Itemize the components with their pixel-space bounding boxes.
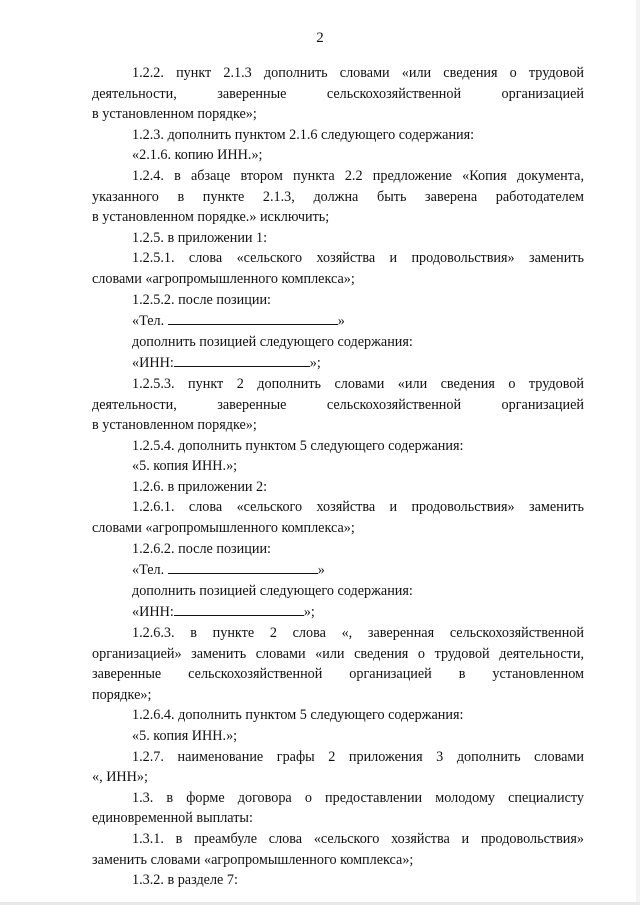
document-body	[92, 63, 584, 891]
text-line: 1.2.5.4. дополнить пунктом 5 следующего содержания:	[132, 437, 464, 454]
text-fragment: «Тел.	[132, 562, 165, 579]
text-line: 1.2.3. дополнить пунктом 2.1.6 следующего содержания:	[132, 126, 475, 143]
text-line: «5. копия ИНН.»;	[132, 728, 238, 744]
text-line: 1.2.6.2. после позиции:	[132, 540, 271, 557]
text-line-with-blank	[92, 601, 584, 623]
text-line: 1.2.7. наименование графы 2 приложения 3 дополнить словами	[132, 748, 584, 765]
text-line: 1.2.5.1. слова «сельского хозяйства и продовольствия» заменить	[132, 250, 584, 267]
text-line: заменить словами «агропромышленного комплекса»;	[92, 851, 414, 868]
text-line: «2.1.6. копию ИНН.»;	[132, 147, 263, 164]
text-line: единовременной выплаты:	[92, 810, 253, 827]
text-line: в установленном порядке»;	[92, 106, 257, 123]
text-line: 1.2.4. в абзаце втором пункта 2.2 предложение «Копия документа,	[132, 167, 584, 184]
text-line: в установленном порядке»;	[92, 417, 257, 434]
blank-line	[174, 352, 310, 367]
text-line: в установленном порядке.» исключить;	[92, 209, 330, 226]
blank-line	[168, 559, 318, 574]
text-fragment: «ИНН:	[132, 604, 174, 621]
text-fragment: »	[337, 313, 345, 330]
text-line: 1.2.5.3. пункт 2 дополнить словами «или сведения о трудовой	[132, 375, 584, 392]
text-line: организацией» заменить словами «или сведения о трудовой деятельности,	[92, 645, 584, 662]
text-line: порядке»;	[92, 686, 152, 703]
text-line: 1.2.2. пункт 2.1.3 дополнить словами «или сведения о трудовой	[132, 65, 584, 81]
text-line: деятельности, заверенные сельскохозяйственной организацией	[92, 396, 584, 413]
text-line-with-blank	[92, 559, 584, 581]
text-line: дополнить позицией следующего содержания:	[132, 333, 413, 350]
text-line: 1.2.6. в приложении 2:	[132, 478, 268, 495]
page-number: 2	[316, 30, 324, 46]
text-line: «, ИНН»;	[92, 769, 148, 786]
text-line-with-blank	[92, 310, 584, 332]
text-line: дополнить позицией следующего содержания:	[132, 582, 413, 599]
text-fragment: »;	[303, 604, 315, 621]
text-line: деятельности, заверенные сельскохозяйственной организацией	[92, 85, 584, 102]
text-line: 1.3.2. в разделе 7:	[132, 872, 238, 889]
text-line-with-blank	[92, 352, 584, 374]
text-line: 1.2.6.3. в пункте 2 слова «, заверенная сельскохозяйственной	[132, 625, 584, 642]
text-line: словами «агропромышленного комплекса»;	[92, 270, 355, 287]
text-line: 1.3. в форме договора о предоставлении молодому специалисту	[132, 789, 584, 806]
text-line: 1.2.5. в приложении 1:	[132, 229, 268, 246]
blank-line	[174, 601, 304, 616]
text-fragment: »;	[309, 355, 321, 372]
text-line: словами «агропромышленного комплекса»;	[92, 520, 355, 537]
blank-line	[168, 310, 338, 325]
text-line: заверенные сельскохозяйственной организацией в установленном	[92, 666, 584, 683]
text-line: «5. копия ИНН.»;	[132, 458, 238, 475]
text-line: 1.3.1. в преамбуле слова «сельского хозяйства и продовольствия»	[132, 830, 584, 847]
text-fragment: «ИНН:	[132, 355, 174, 372]
text-line: 1.2.6.4. дополнить пунктом 5 следующего содержания:	[132, 707, 464, 724]
text-line: 1.2.5.2. после позиции:	[132, 291, 271, 308]
scan-edge-right	[636, 0, 640, 905]
text-line: 1.2.6.1. слова «сельского хозяйства и продовольствия» заменить	[132, 499, 584, 516]
text-fragment: «Тел.	[132, 313, 165, 330]
text-fragment: »	[317, 562, 325, 579]
text-line: указанного в пункте 2.1.3, должна быть заверена работодателем	[92, 188, 584, 205]
